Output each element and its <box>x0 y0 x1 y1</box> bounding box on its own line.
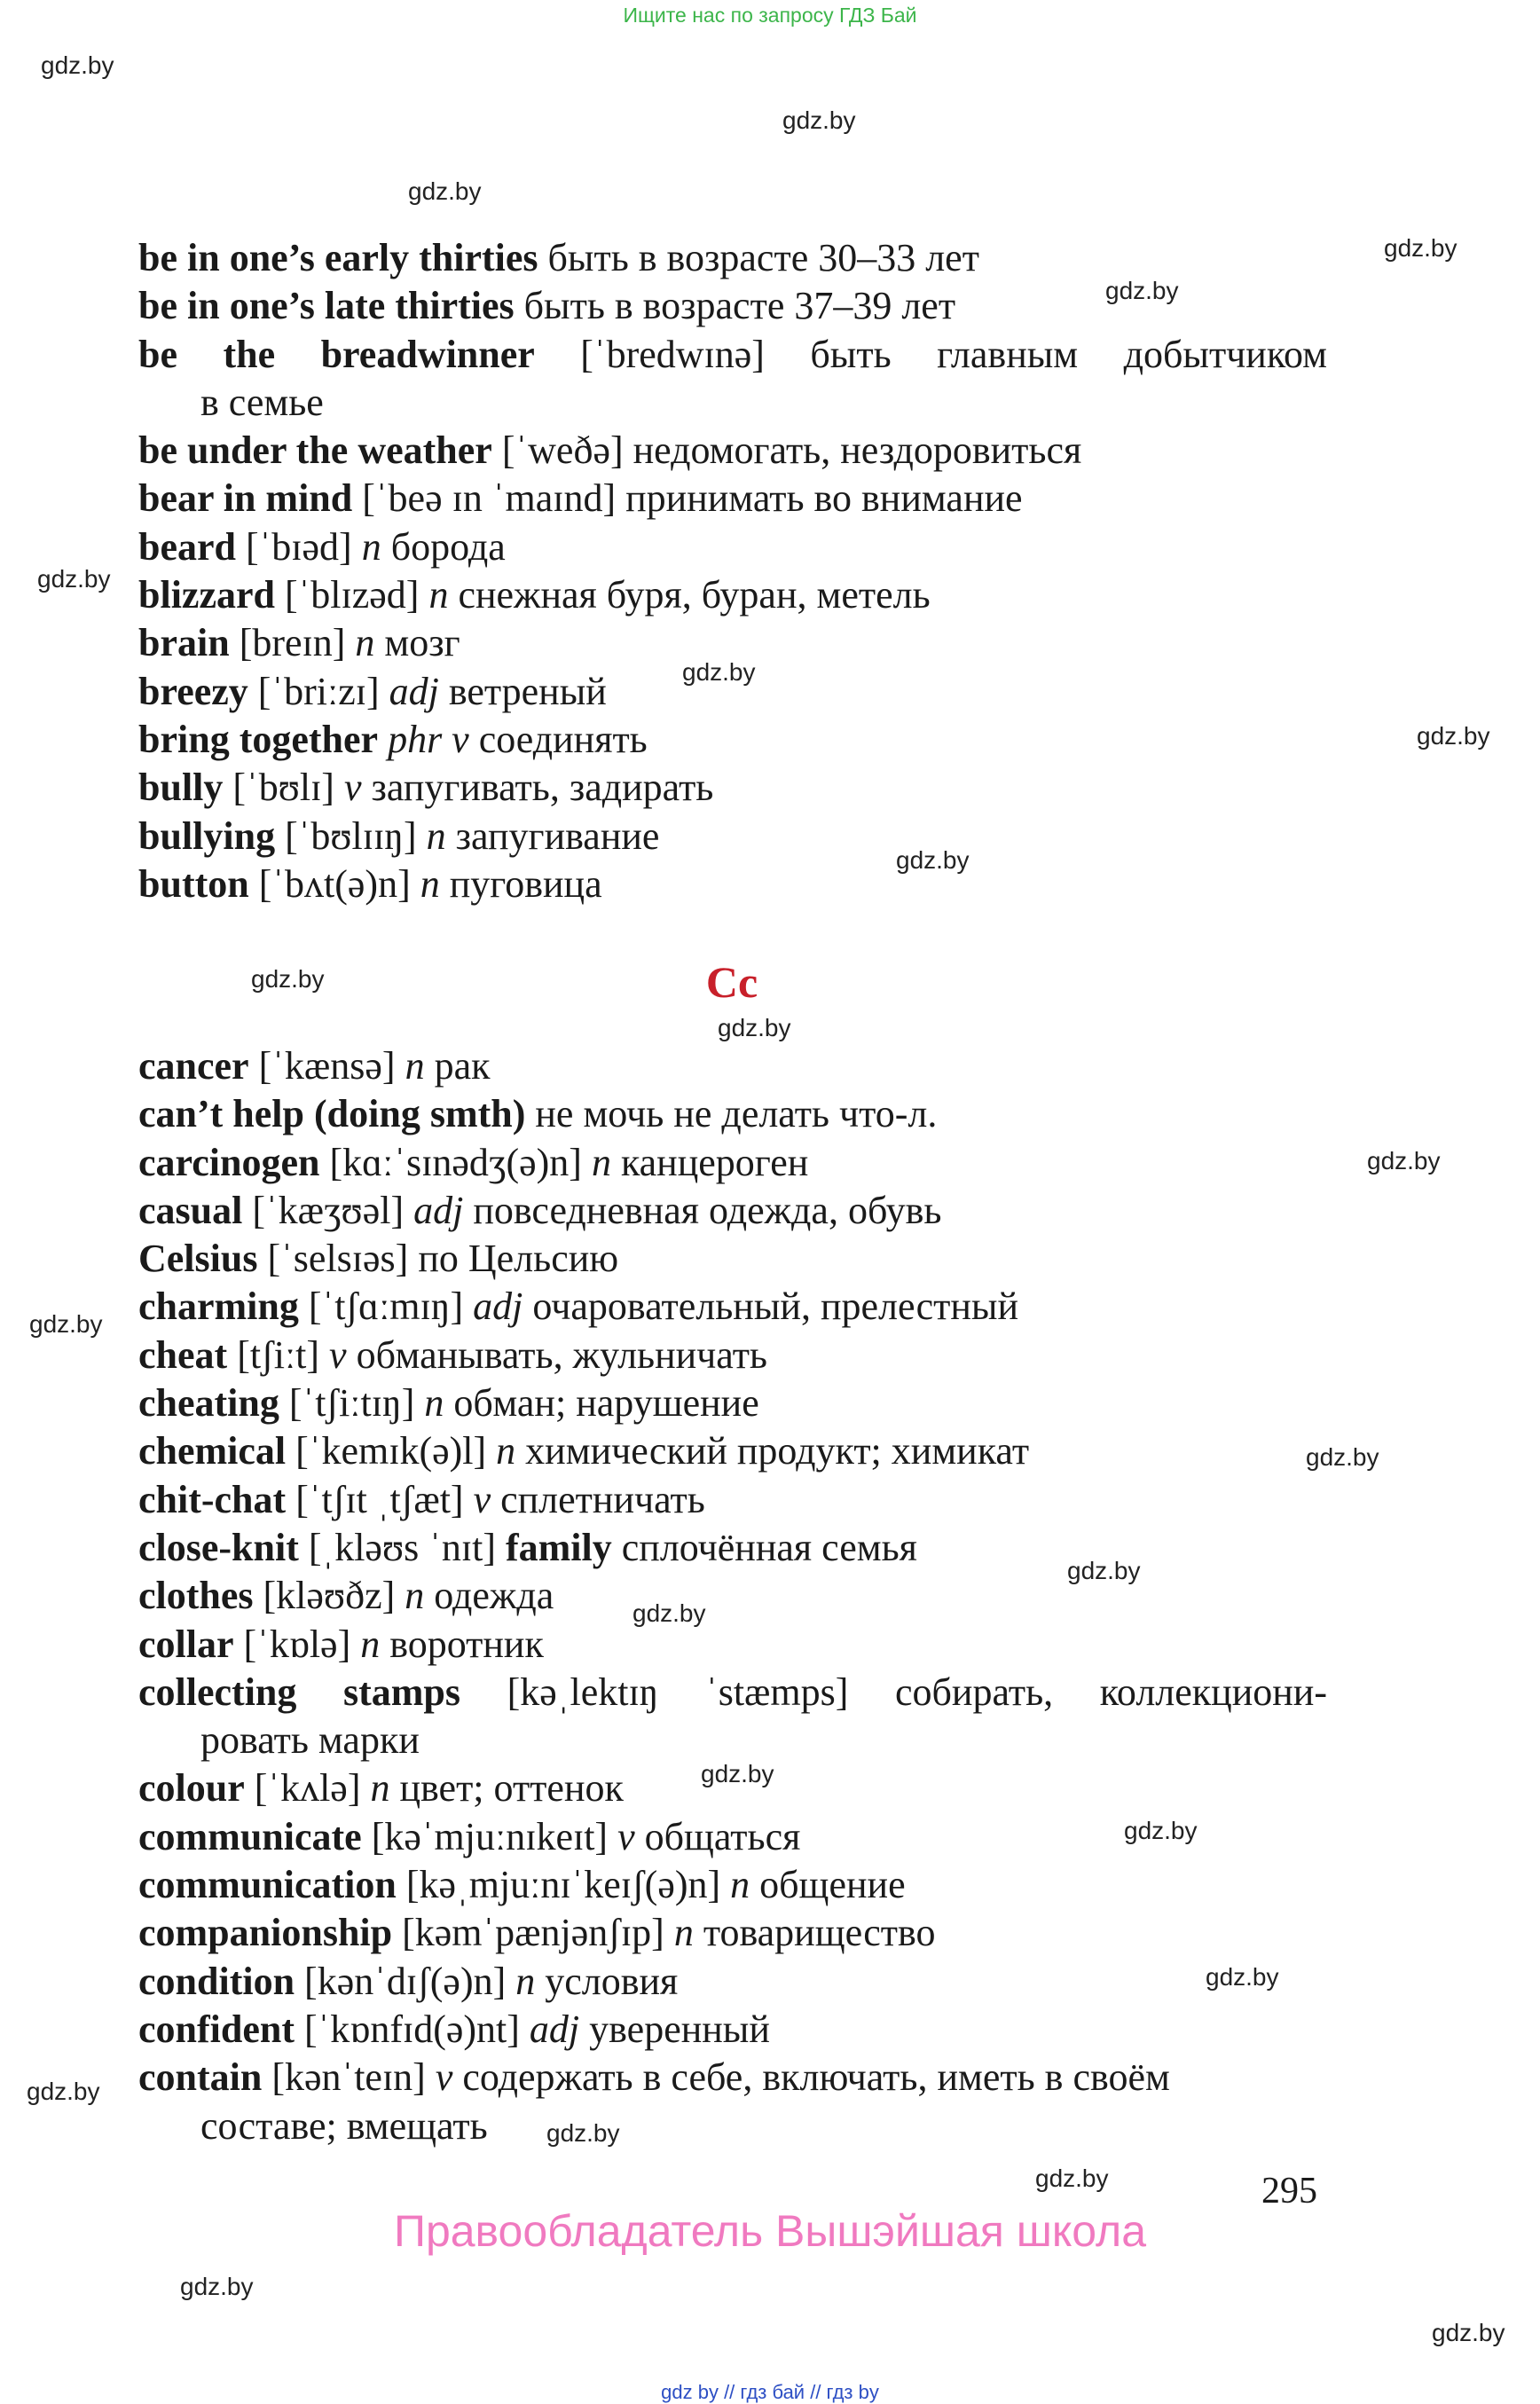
entry-headword: bring together <box>138 717 379 761</box>
entry-translation: [kəˌmjuːnɪˈkeɪʃ(ə)n] <box>396 1863 731 1907</box>
entry-translation: не мочь не делать что-л. <box>525 1092 938 1136</box>
entry-translation: [ˈbʌt(ə)n] <box>248 861 420 906</box>
entry-part-of-speech: adj <box>529 2007 580 2051</box>
entry-part-of-speech: v <box>435 2055 453 2100</box>
entry-continuation: ровать марки <box>200 1718 420 1763</box>
entry-translation: [ˈbeə ɪn ˈmaɪnd] принимать во внимание <box>352 476 1023 521</box>
entry-translation: сплетничать <box>491 1477 705 1521</box>
watermark: gdz.by <box>682 658 756 686</box>
entry-part-of-speech: n <box>426 813 446 858</box>
entry-part-of-speech: phr v <box>388 717 469 761</box>
entry-part-of-speech: n <box>420 861 440 906</box>
entry-translation: повседневная одежда, обувь <box>463 1188 942 1232</box>
entry-translation: цвет; оттенок <box>389 1766 624 1811</box>
rights-holder: Правообладатель Вышэйшая школа <box>394 2206 1146 2256</box>
watermark: gdz.by <box>896 846 970 874</box>
entry-headword: be in one’s early thirties <box>138 236 538 279</box>
entry-part-of-speech: n <box>360 1622 381 1666</box>
entry-translation: товарищество <box>693 1911 936 1955</box>
entry-headword: be the breadwinner <box>138 332 535 376</box>
dictionary-entry <box>138 331 1327 379</box>
entry-headword: button <box>138 861 249 906</box>
watermark: gdz.by <box>1417 722 1490 750</box>
watermark: gdz.by <box>632 1599 706 1627</box>
entry-translation: [ˈbʊlɪɪŋ] <box>275 813 427 858</box>
entry-translation: [kəˈmjuːnɪkeɪt] <box>361 1814 618 1858</box>
entry-translation: [kəˌlektɪŋ ˈstæmps] собирать, коллекциони- <box>460 1669 1327 1714</box>
entry-headword: close-knit <box>138 1525 299 1569</box>
dictionary-entry <box>138 523 1327 571</box>
entry-translation: [ˈbredwɪnə] быть главным добытчиком <box>534 332 1327 376</box>
entry-translation: [breɪn] <box>229 621 356 665</box>
entry-translation <box>378 718 388 761</box>
section-c-entries <box>138 1042 1327 2150</box>
watermark: gdz.by <box>29 1310 103 1338</box>
entry-part-of-speech: n <box>591 1140 611 1184</box>
entry-translation: содержать в себе, включать, иметь в своём <box>452 2055 1170 2100</box>
entry-headword: breezy <box>138 669 248 713</box>
entry-headword: be in one’s late thirties <box>138 284 515 328</box>
entry-translation: [ˈkemɪk(ə)l] <box>286 1429 497 1473</box>
entry-translation: [ˈtʃɪt ˌtʃæt] <box>286 1477 474 1521</box>
entry-translation: пуговица <box>439 861 602 906</box>
entry-headword: collecting stamps <box>138 1669 461 1714</box>
entry-headword: bullying <box>138 813 276 858</box>
entry-headword: casual <box>138 1188 243 1232</box>
entry-headword: cheat <box>138 1332 228 1377</box>
entry-headword: be under the weather <box>138 428 492 473</box>
entry-translation: ветреный <box>438 669 607 713</box>
entry-part-of-speech: n <box>370 1766 390 1811</box>
entry-headword: communication <box>138 1863 397 1907</box>
entry-part-of-speech: n <box>405 1044 425 1088</box>
entry-translation: [ˈblɪzəd] <box>274 573 429 617</box>
watermark: gdz.by <box>1105 277 1179 304</box>
dictionary-entry <box>138 716 1327 764</box>
dictionary-entry <box>138 1572 1327 1620</box>
entry-continuation: в семье <box>200 380 324 424</box>
entry-translation: рак <box>424 1044 491 1088</box>
entry-translation: [ˈkɒnfɪd(ə)nt] <box>295 2007 530 2051</box>
entry-translation: [ˈkæʒʊəl] <box>242 1188 414 1232</box>
dictionary-entry <box>138 475 1327 522</box>
entry-part-of-speech: n <box>405 1574 425 1618</box>
entry-translation: одежда <box>424 1574 554 1618</box>
entry-headword: condition <box>138 1959 295 2003</box>
entry-continuation: составе; вмещать <box>200 2103 488 2148</box>
entry-translation: быть в возрасте 37–39 лет <box>514 284 956 328</box>
watermark: gdz.by <box>1306 1443 1379 1471</box>
entry-part-of-speech: n <box>428 573 449 617</box>
dictionary-entry <box>138 860 1327 908</box>
dictionary-entry <box>138 2054 1327 2102</box>
entry-headword: beard <box>138 524 236 569</box>
entry-headword: Celsius <box>138 1237 258 1281</box>
watermark: gdz.by <box>1384 234 1458 262</box>
entry-part-of-speech: v <box>343 766 362 810</box>
entry-headword: cancer <box>138 1044 249 1088</box>
entry-headword: colour <box>138 1766 245 1811</box>
entry-translation: [ˈbʊlɪ] <box>223 766 344 810</box>
entry-translation: мозг <box>374 621 460 665</box>
dictionary-entry <box>138 1427 1327 1475</box>
entry-translation: уверенный <box>579 2007 770 2051</box>
section-b-entries <box>138 234 1327 908</box>
entry-headword: companionship <box>138 1911 393 1955</box>
entry-headword: collar <box>138 1622 234 1666</box>
entry-headword: cheating <box>138 1381 279 1426</box>
entry-headword: can’t help (doing smth) <box>138 1092 526 1136</box>
dictionary-entry <box>138 1476 1327 1524</box>
entry-headword: contain <box>138 2055 263 2100</box>
entry-translation: [kləʊðz] <box>253 1574 405 1618</box>
watermark: gdz.by <box>251 965 325 993</box>
dictionary-entry <box>138 1139 1327 1187</box>
page-number: 295 <box>1261 2171 1317 2212</box>
dictionary-entry <box>138 813 1327 860</box>
dictionary-entry <box>138 1332 1327 1379</box>
entry-translation: сплочённая семья <box>611 1525 917 1569</box>
entry-part-of-speech: adj <box>413 1188 464 1232</box>
dictionary-entry <box>138 1909 1327 1957</box>
dictionary-entry <box>138 1621 1327 1669</box>
dictionary-entry <box>138 2006 1327 2054</box>
entry-part-of-speech: adj <box>473 1284 523 1329</box>
entry-part-of-speech: v <box>617 1814 635 1858</box>
entry-headword: chemical <box>138 1429 287 1473</box>
watermark: gdz.by <box>1206 1963 1279 1991</box>
dictionary-entry <box>138 427 1327 475</box>
entry-translation: [ˈkænsə] <box>248 1044 405 1088</box>
entry-translation: запугивание <box>445 813 660 858</box>
entry-translation: [tʃiːt] <box>227 1332 330 1377</box>
entry-translation: [ˈselsɪəs] по Цельсию <box>257 1237 619 1281</box>
entry-translation: [kɑːˈsɪnədʒ(ə)n] <box>319 1140 592 1184</box>
bottom-links[interactable]: gdz by // гдз бай // гдз by <box>661 2381 879 2403</box>
entry-headword: charming <box>138 1284 299 1329</box>
entry-translation: канцероген <box>610 1140 809 1184</box>
entry-part-of-speech: v <box>473 1477 491 1521</box>
entry-translation: обманывать, жульничать <box>346 1332 767 1377</box>
watermark: gdz.by <box>1035 2164 1109 2192</box>
entry-headword: brain <box>138 621 230 665</box>
entry-headword: chit-chat <box>138 1477 287 1521</box>
entry-translation: быть в возрасте 30–33 лет <box>538 236 979 279</box>
entry-part-of-speech: n <box>515 1959 536 2003</box>
entry-headword: blizzard <box>138 573 275 617</box>
entry-translation: снежная буря, буран, метель <box>448 573 931 617</box>
entry-translation: соединять <box>468 717 648 761</box>
watermark: gdz.by <box>1124 1817 1198 1844</box>
dictionary-entry <box>138 1283 1327 1331</box>
entry-translation: условия <box>535 1959 679 2003</box>
entry-part-of-speech: n <box>355 621 375 665</box>
watermark: gdz.by <box>408 177 482 205</box>
entry-translation: борода <box>381 524 506 569</box>
dictionary-entry <box>138 1958 1327 2006</box>
dictionary-entry <box>138 1235 1327 1283</box>
entry-translation: [ˈbɪəd] <box>236 524 362 569</box>
dictionary-entry <box>138 1861 1327 1909</box>
dictionary-entry <box>138 234 1327 282</box>
watermark: gdz.by <box>782 106 856 134</box>
entry-translation: общаться <box>634 1814 801 1858</box>
dictionary-entry <box>138 764 1327 812</box>
dictionary-entry <box>138 1090 1327 1138</box>
header-note: Ищите нас по запросу ГДЗ Бай <box>623 4 917 27</box>
entry-part-of-speech: n <box>496 1429 516 1473</box>
entry-translation: обман; нарушение <box>444 1381 759 1426</box>
watermark: gdz.by <box>1432 2319 1505 2346</box>
entry-headword: family <box>505 1525 612 1569</box>
watermark: gdz.by <box>27 2078 100 2105</box>
entry-translation: [kənˈdɪʃ(ə)n] <box>295 1959 516 2003</box>
entry-headword: bully <box>138 766 224 810</box>
entry-headword: communicate <box>138 1814 362 1858</box>
watermark: gdz.by <box>180 2273 254 2300</box>
entry-translation: [ˈbriːzɪ] <box>248 669 389 713</box>
entry-part-of-speech: adj <box>389 669 439 713</box>
watermark: gdz.by <box>718 1014 791 1041</box>
entry-translation: химический продукт; химикат <box>515 1429 1030 1473</box>
entry-translation: [ˈweðə] недомогать, нездоровиться <box>491 428 1082 473</box>
entry-translation: воротник <box>380 1622 544 1666</box>
dictionary-entry <box>138 1379 1327 1427</box>
watermark: gdz.by <box>37 565 111 593</box>
dictionary-entry <box>138 571 1327 619</box>
entry-part-of-speech: v <box>329 1332 347 1377</box>
entry-part-of-speech: n <box>673 1911 694 1955</box>
dictionary-entry <box>138 1669 1327 1717</box>
entry-part-of-speech: n <box>730 1863 750 1907</box>
entry-translation: [ˈtʃiːtɪŋ] <box>279 1381 425 1426</box>
watermark: gdz.by <box>1067 1557 1141 1584</box>
dictionary-entry <box>138 1524 1327 1572</box>
watermark: gdz.by <box>701 1760 774 1787</box>
section-heading-c: Cc <box>705 957 758 1007</box>
entry-translation: [ˌkləʊs ˈnɪt] <box>298 1525 506 1569</box>
entry-headword: confident <box>138 2007 295 2051</box>
entry-translation: [ˈtʃɑːmɪŋ] <box>298 1284 474 1329</box>
entry-translation: [kəmˈpænjənʃɪp] <box>392 1911 674 1955</box>
entry-headword: bear in mind <box>138 476 353 521</box>
dictionary-entry <box>138 1042 1327 1090</box>
entry-translation: [kənˈteɪn] <box>262 2055 436 2100</box>
watermark: gdz.by <box>1367 1147 1441 1175</box>
entry-translation: очаровательный, прелестный <box>522 1284 1019 1329</box>
entry-translation: [ˈkʌlə] <box>244 1766 371 1811</box>
entry-translation: общение <box>750 1863 906 1907</box>
entry-headword: carcinogen <box>138 1140 320 1184</box>
entry-part-of-speech: n <box>361 524 381 569</box>
dictionary-entry <box>138 1187 1327 1235</box>
entry-headword: clothes <box>138 1574 254 1618</box>
entry-part-of-speech: n <box>424 1381 444 1426</box>
entry-translation: [ˈkɒlə] <box>233 1622 361 1666</box>
watermark: gdz.by <box>41 51 114 79</box>
entry-translation: запугивать, задирать <box>361 766 714 810</box>
watermark: gdz.by <box>546 2119 620 2147</box>
